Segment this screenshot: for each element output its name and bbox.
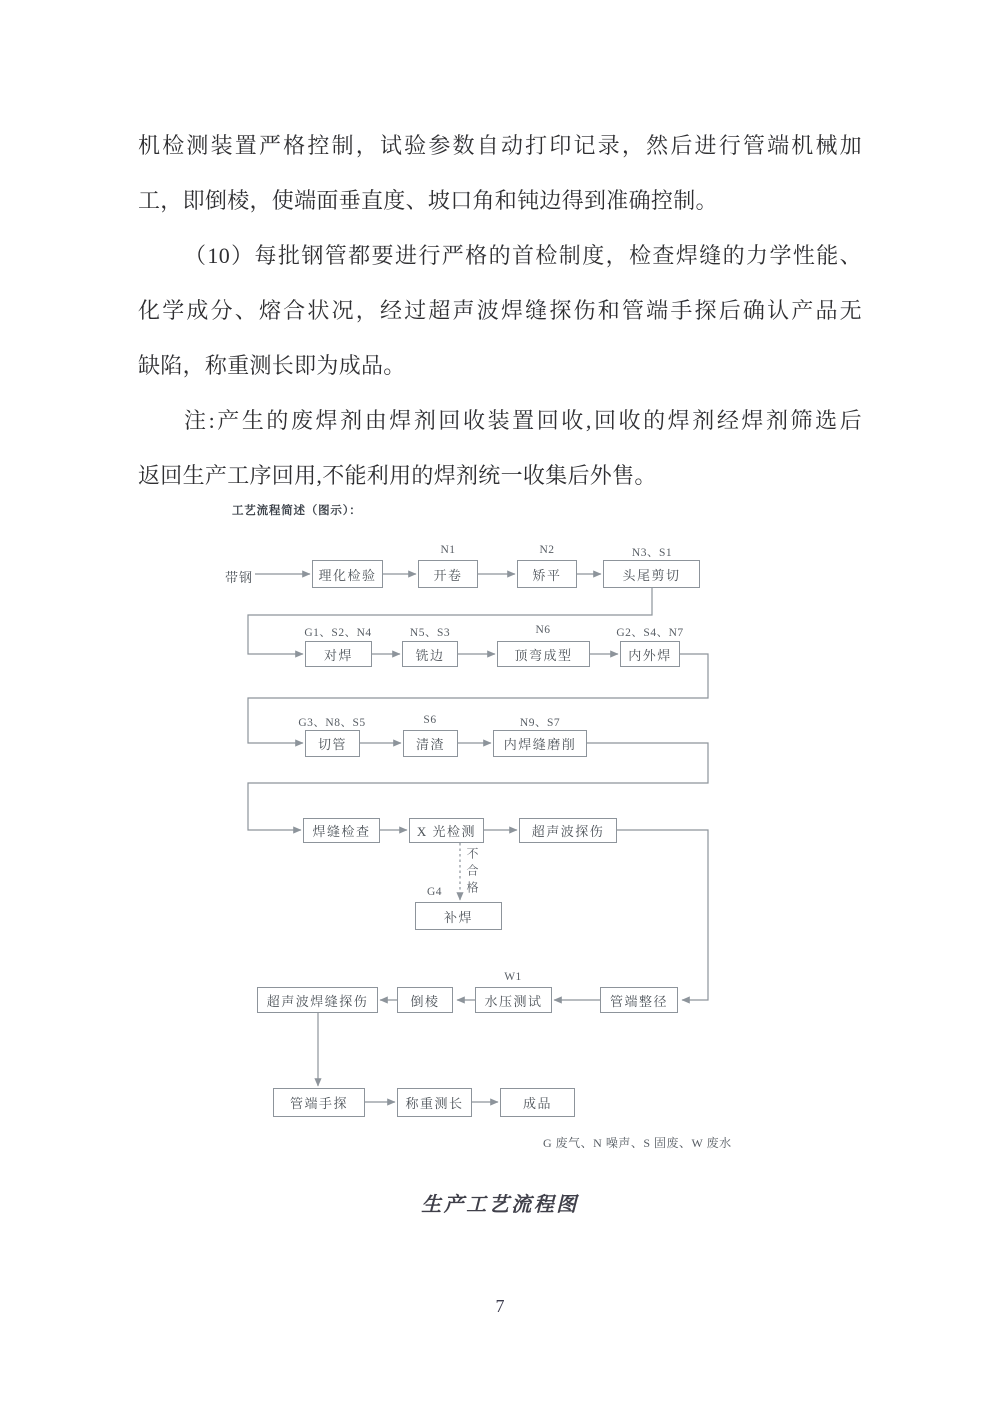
flow-tag-duihan: G1、S2、N4 (304, 627, 372, 639)
flow-node-duihan: 对焊 (305, 641, 372, 667)
flow-tag-buhan: G4 (427, 886, 443, 898)
body-text (138, 118, 862, 503)
flow-tag-neiwaihan: G2、S4、N7 (616, 627, 684, 639)
flow-tag-touweijianqie: N3、S1 (631, 547, 673, 559)
flow-node-shuiyaceshi: 水压测试 (475, 987, 552, 1013)
page-number: 7 (495, 1296, 505, 1316)
flow-node-kaijuan: 开卷 (418, 560, 478, 588)
paragraph-line: 返回生产工序回用,不能利用的焊剂统一收集后外售。 (138, 463, 657, 488)
flow-node-lihuajianyan: 理化检验 (312, 560, 383, 588)
flow-node-chengpin: 成品 (500, 1088, 575, 1117)
paragraph-line: 注:产生的废焊剂由焊剂回收装置回收,回收的焊剂经焊剂筛选后 (184, 408, 862, 433)
flow-node-neiwaihan: 内外焊 (620, 641, 680, 667)
figure-caption: 生产工艺流程图 (421, 1194, 579, 1216)
flow-node-hanfengjiancha: 焊缝检查 (303, 818, 380, 843)
paragraph-line: 缺陷，称重测长即为成品。 (138, 353, 406, 378)
flow-node-guanduanzhengjing: 管端整径 (600, 987, 678, 1013)
flow-tag-dingwanchengxing: N6 (535, 624, 551, 636)
flow-node-neihanfengmoxiao: 内焊缝磨削 (493, 730, 587, 757)
flow-node-guanduanshoutan: 管端手探 (273, 1088, 365, 1117)
paragraph-line: 机检测装置严格控制，试验参数自动打印记录，然后进行管端机械加 (138, 133, 862, 158)
flow-tag-xibian: N5、S3 (409, 627, 451, 639)
flow-node-xguangjiance: X 光检测 (409, 818, 484, 843)
flow-node-dingwanchengxing: 顶弯成型 (497, 641, 590, 667)
flow-tag-jiaoping: N2 (539, 544, 555, 556)
paragraph-line: 化学成分、熔合状况，经过超声波焊缝探伤和管端手探后确认产品无 (138, 298, 862, 323)
flow-node-jiaoping: 矫平 (517, 560, 577, 588)
flowchart-heading: 工艺流程简述（图示）： (232, 505, 362, 517)
paragraph-line: 工，即倒棱，使端面垂直度、坡口角和钝边得到准确控制。 (138, 188, 718, 213)
flow-node-chengzhongcechang: 称重测长 (397, 1088, 472, 1117)
flow-node-qieguan: 切管 (305, 730, 360, 757)
flowchart-legend: G 废气、N 噪声、S 固废、W 废水 (543, 1136, 732, 1150)
flow-tag-kaijuan: N1 (440, 544, 456, 556)
flow-node-buhan: 补焊 (415, 902, 502, 930)
flow-tag-qieguan: G3、N8、S5 (298, 717, 366, 729)
flow-node-xibian: 铣边 (402, 641, 458, 667)
flow-node-qingzha: 清渣 (403, 730, 458, 757)
flow-node-daoleng: 倒棱 (397, 987, 453, 1013)
flow-tag-neihanfengmoxiao: N9、S7 (519, 717, 561, 729)
flow-node-touweijianqie: 头尾剪切 (603, 560, 700, 588)
flow-reject-label: 不合格 (465, 847, 479, 898)
paragraph-line: （10）每批钢管都要进行严格的首检制度，检查焊缝的力学性能、 (184, 243, 862, 268)
process-flowchart (225, 500, 770, 1160)
flow-tag-shuiyaceshi: W1 (504, 971, 522, 983)
flow-tag-qingzha: S6 (423, 714, 437, 726)
flow-node-chaoshengbotanshang: 超声波探伤 (519, 818, 617, 843)
flow-source-label: 带钢 (225, 570, 254, 585)
flow-node-chaoshengbohanfengtanshang: 超声波焊缝探伤 (257, 987, 378, 1013)
